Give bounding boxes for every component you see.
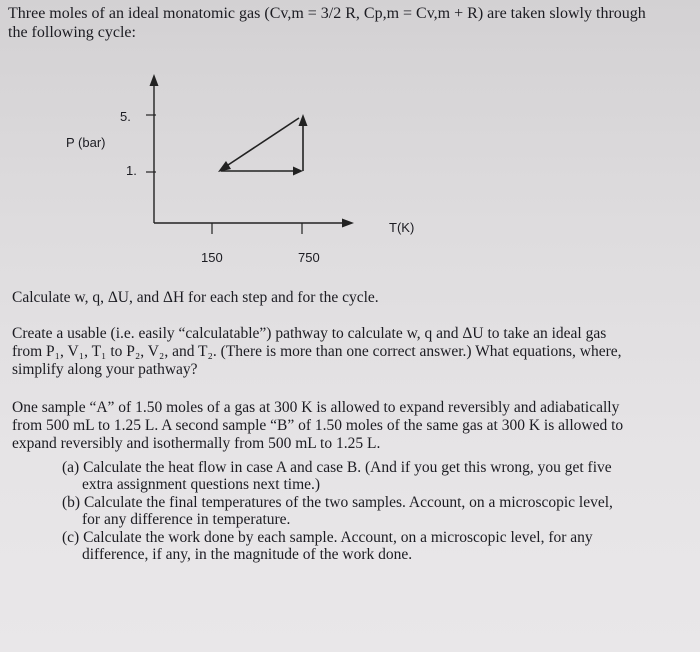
question-2-line-3: simplify along your pathway?: [12, 361, 198, 378]
question-3-line-1: One sample “A” of 1.50 moles of a gas at 300 K is allowed to expand reversibly and adiabatically: [12, 399, 620, 416]
y-axis-label: P (bar): [66, 135, 106, 150]
part-b-line-2: for any difference in temperature.: [82, 511, 291, 528]
x-axis-label: T(K): [389, 220, 415, 235]
part-c-line-1: (c) Calculate the work done by each sample. Account, on a microscopic level, for any: [62, 529, 593, 546]
question-2-line-2: from P₁, V₁, T₁ to P₂, V₂, and T₂. (There is more than one correct answer.) What equations, where,: [12, 343, 622, 360]
part-b-line-1: (b) Calculate the final temperatures of the two samples. Account, on a microscopic level,: [62, 494, 613, 511]
arrowhead-isothermal: [299, 114, 308, 126]
y-tick-label-1: 1.: [126, 163, 137, 178]
part-a-line-2: extra assignment questions next time.): [82, 476, 321, 493]
x-axis-arrowhead: [342, 219, 354, 228]
x-tick-label-750: 750: [298, 250, 320, 265]
question-3-line-2: from 500 mL to 1.25 L. A second sample “B” of 1.50 moles of the same gas at 300 K is allowed to: [12, 417, 624, 434]
part-a-line-1: (a) Calculate the heat flow in case A and case B. (And if you get this wrong, you get five: [62, 459, 612, 476]
arrowhead-isobaric: [293, 167, 303, 176]
cycle-step-diagonal: [225, 118, 299, 167]
part-c-line-2: difference, if any, in the magnitude of the work done.: [82, 546, 413, 563]
question-3-line-3: expand reversibly and isothermally from 500 mL to 1.25 L.: [12, 435, 381, 452]
question-1: Calculate w, q, ΔU, and ΔH for each step and for the cycle.: [12, 289, 379, 306]
y-tick-label-5: 5.: [120, 109, 131, 124]
intro-line-1: Three moles of an ideal monatomic gas (Cv,m = 3/2 R, Cp,m = Cv,m + R) are taken slowly through: [8, 5, 646, 22]
x-tick-label-150: 150: [201, 250, 223, 265]
question-2-line-1: Create a usable (i.e. easily “calculatable”) pathway to calculate w, q and ΔU to take an ideal gas: [12, 325, 607, 342]
intro-line-2: the following cycle:: [8, 24, 136, 41]
pt-cycle-diagram: [0, 0, 700, 280]
y-axis-arrowhead: [150, 74, 159, 86]
